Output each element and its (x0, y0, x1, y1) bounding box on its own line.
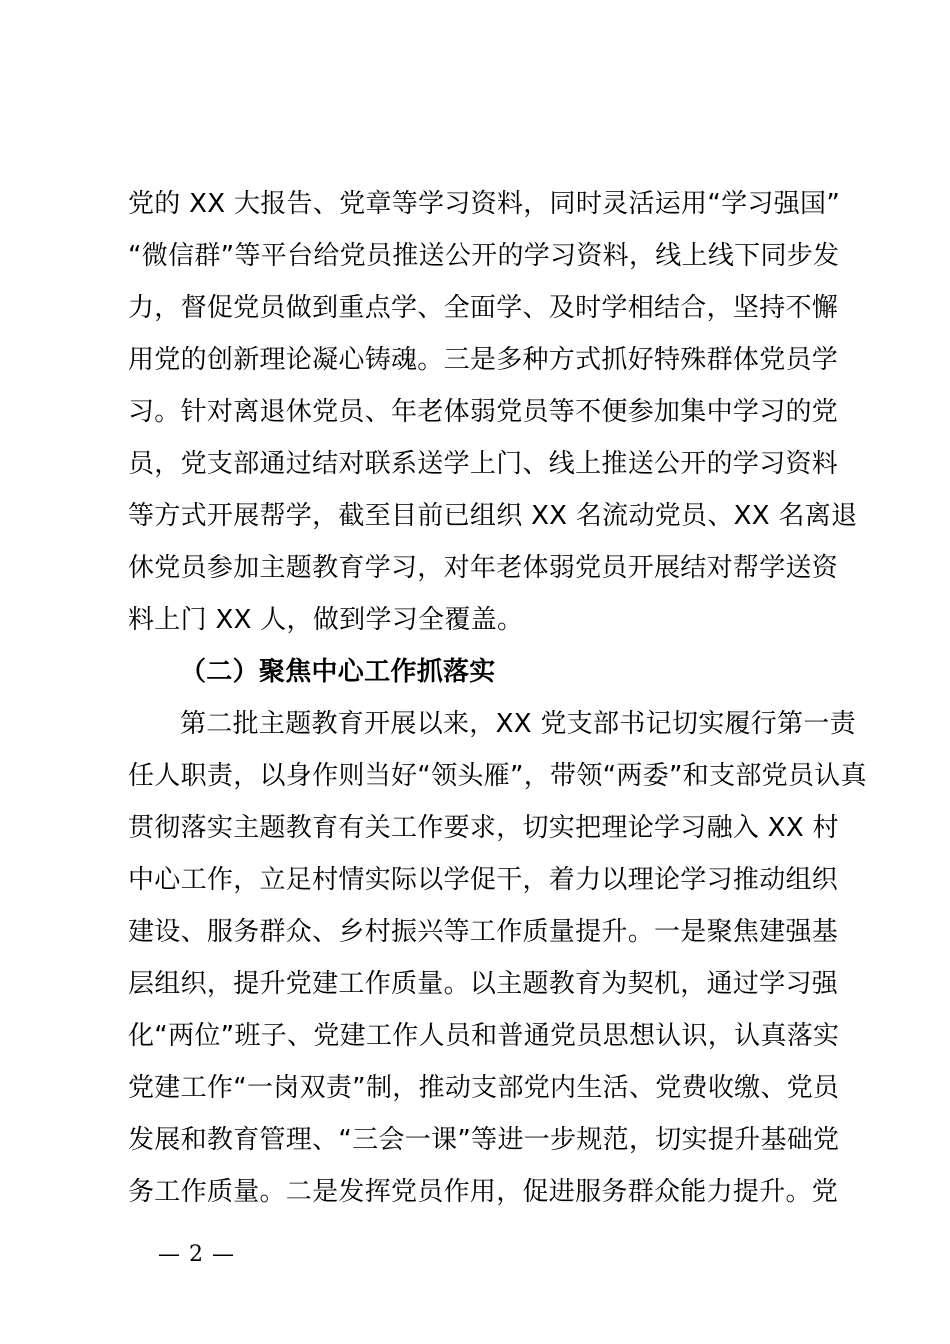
text-line: 建设、服务群众、乡村振兴等工作质量提升。一是聚焦建强基 (128, 917, 839, 947)
text-line: 休党员参加主题教育学习，对年老体弱党员开展结对帮学送资 (128, 553, 839, 583)
text-line: 发展和教育管理、“三会一课”等进一步规范，切实提升基础党 (128, 1125, 840, 1155)
text-line: 化“两位”班子、党建工作人员和普通党员思想认识，认真落实 (128, 1021, 840, 1051)
text-line: 用党的创新理论凝心铸魂。三是多种方式抓好特殊群体党员学 (128, 345, 839, 375)
section-heading: （二）聚焦中心工作抓落实 (180, 657, 496, 687)
page-number: — 2 — (158, 1242, 235, 1267)
text-line: 贯彻落实主题教育有关工作要求，切实把理论学习融入 XX 村 (128, 813, 839, 843)
text-line: 层组织，提升党建工作质量。以主题教育为契机，通过学习强 (128, 969, 839, 999)
body-text (128, 178, 867, 1218)
text-line: 党的 XX 大报告、党章等学习资料，同时灵活运用“学习强国” (128, 189, 841, 219)
text-line: 任人职责，以身作则当好“领头雁”，带领“两委”和支部党员认真 (128, 761, 867, 791)
text-line: 料上门 XX 人，做到学习全覆盖。 (128, 605, 524, 635)
text-line: 员，党支部通过结对联系送学上门、线上推送公开的学习资料 (128, 449, 839, 479)
text-line: 中心工作，立足村情实际以学促干，着力以理论学习推动组织 (128, 865, 839, 895)
text-line: 务工作质量。二是发挥党员作用，促进服务群众能力提升。党 (128, 1177, 839, 1207)
text-line: 第二批主题教育开展以来，XX 党支部书记切实履行第一责 (180, 709, 856, 739)
text-line: 习。针对离退休党员、年老体弱党员等不便参加集中学习的党 (128, 397, 839, 427)
text-line: “微信群”等平台给党员推送公开的学习资料，线上线下同步发 (128, 241, 840, 271)
text-line: 力，督促党员做到重点学、全面学、及时学相结合，坚持不懈 (128, 293, 839, 323)
text-line: 党建工作“一岗双责”制，推动支部党内生活、党费收缴、党员 (128, 1073, 840, 1103)
text-line: 等方式开展帮学，截至目前已组织 XX 名流动党员、XX 名离退 (128, 501, 858, 531)
